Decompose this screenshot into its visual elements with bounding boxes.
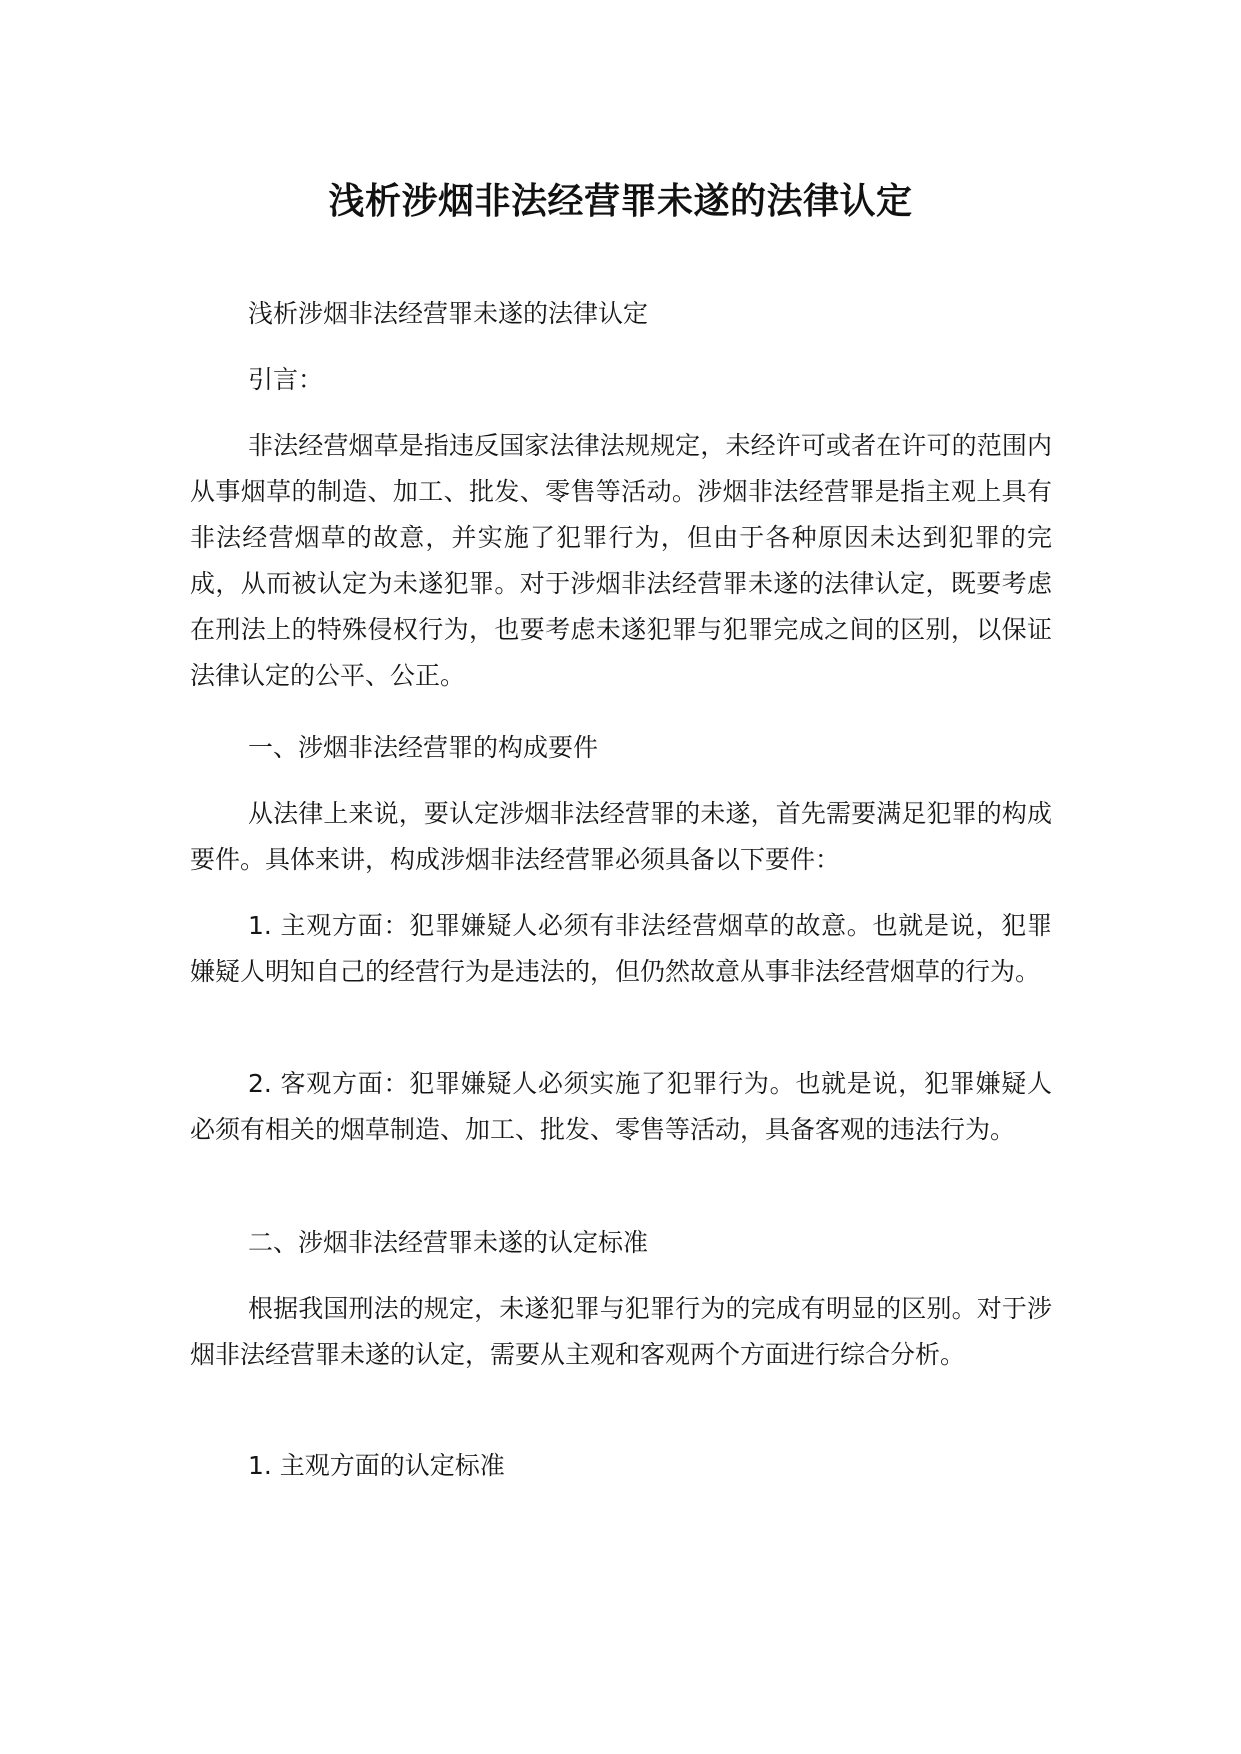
list-item-objective-text: 2. 客观方面：犯罪嫌疑人必须实施了犯罪行为。也就是说，犯罪嫌疑人必须有相关的烟草制造、加工、批发、零售等活动，具备客观的违法行为。 <box>190 1069 1052 1144</box>
section-1-heading-text: 一、涉烟非法经营罪的构成要件 <box>248 733 599 762</box>
section-1-paragraph-text: 从法律上来说，要认定涉烟非法经营罪的未遂，首先需要满足犯罪的构成要件。具体来讲，构成涉烟非法经营罪必须具备以下要件： <box>190 799 1052 874</box>
intro-paragraph-text: 非法经营烟草是指违反国家法律法规规定，未经许可或者在许可的范围内从事烟草的制造、加工、批发、零售等活动。涉烟非法经营罪是指主观上具有非法经营烟草的故意，并实施了犯罪行为，但由于各种原因未达到犯罪的完成，从而被认定为未遂犯罪。对于涉烟非法经营罪未遂的法律认定，既要考虑在刑法上的特殊侵权行为，也要考虑未遂犯罪与犯罪完成之间的区别，以保证法律认定的公平、公正。 <box>190 431 1052 690</box>
document-title: 浅析涉烟非法经营罪未遂的法律认定 <box>328 181 913 222</box>
list-item-subjective-text: 1. 主观方面：犯罪嫌疑人必须有非法经营烟草的故意。也就是说，犯罪嫌疑人明知自己的经营行为是违法的，但仍然故意从事非法经营烟草的行为。 <box>190 911 1052 986</box>
section-2-heading-text: 二、涉烟非法经营罪未遂的认定标准 <box>248 1228 649 1257</box>
section-2-heading <box>190 1220 1052 1266</box>
list-item-objective <box>190 1061 1052 1153</box>
list-item-subjective-standard <box>190 1443 1052 1489</box>
section-2-paragraph <box>190 1286 1052 1378</box>
section-1-heading <box>190 725 1052 771</box>
intro-label-text: 引言： <box>248 365 324 394</box>
intro-paragraph <box>190 423 1052 699</box>
subtitle-text: 浅析涉烟非法经营罪未遂的法律认定 <box>248 299 649 328</box>
list-item-subjective-standard-text: 1. 主观方面的认定标准 <box>248 1451 505 1480</box>
section-2-paragraph-text: 根据我国刑法的规定，未遂犯罪与犯罪行为的完成有明显的区别。对于涉烟非法经营罪未遂的认定，需要从主观和客观两个方面进行综合分析。 <box>190 1294 1052 1369</box>
intro-label <box>190 357 1052 403</box>
document-subtitle <box>190 291 1052 337</box>
list-item-subjective <box>190 903 1052 995</box>
section-1-paragraph <box>190 791 1052 883</box>
